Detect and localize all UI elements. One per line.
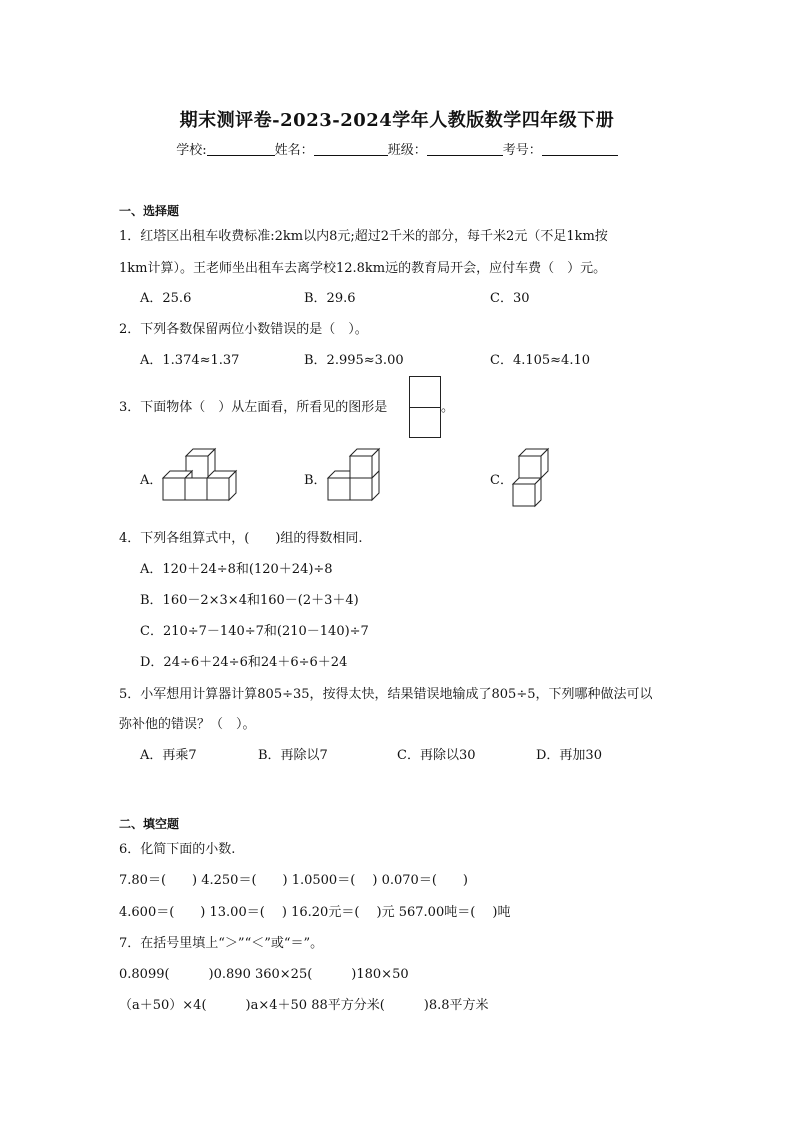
section-heading-fill: 二、填空题	[119, 817, 180, 831]
q4-option-a[interactable]: A．120＋24÷8和(120＋24)÷8	[140, 562, 333, 577]
student-info-line	[0, 139, 794, 158]
q3-option-c[interactable]: C．	[490, 473, 513, 488]
class-blank[interactable]	[427, 142, 503, 156]
q4-option-d[interactable]: D．24÷6＋24÷6和24＋6÷6＋24	[140, 655, 348, 670]
q6-text: 6．化简下面的小数.	[119, 842, 236, 857]
cubes-figure-b[interactable]	[328, 448, 388, 508]
q3-option-b[interactable]: B．	[304, 473, 327, 488]
left-view-figure	[409, 376, 441, 438]
q1-option-a[interactable]: A．25.6	[140, 291, 192, 306]
q1-line2: 1km计算）。王老师坐出租车去离学校12.8km远的教育局开会，应付车费（ ）元。	[119, 261, 607, 276]
name-label: 姓名：	[274, 143, 314, 158]
q7-line1[interactable]: 0.8099( )0.890 360×25( )180×50	[119, 967, 409, 982]
q5-option-d[interactable]: D．再加30	[536, 748, 602, 763]
q4-text: 4．下列各组算式中，( )组的得数相同.	[119, 531, 363, 546]
q7-text: 7．在括号里填上“＞”“＜”或“＝”。	[119, 936, 324, 951]
q5-option-c[interactable]: C．再除以30	[397, 748, 476, 763]
q1-option-c[interactable]: C．30	[490, 291, 530, 306]
q6-line1[interactable]: 7.80＝( ) 4.250＝( ) 1.0500＝( ) 0.070＝( )	[119, 873, 468, 888]
q2-option-b[interactable]: B．2.995≈3.00	[304, 353, 404, 368]
q1-option-b[interactable]: B．29.6	[304, 291, 356, 306]
q2-text: 2．下列各数保留两位小数错误的是（ ）。	[119, 322, 368, 337]
exam-no-label: 考号：	[502, 143, 542, 158]
q3-option-a[interactable]: A．	[140, 473, 163, 488]
school-blank[interactable]	[207, 142, 275, 156]
q2-option-a[interactable]: A．1.374≈1.37	[140, 353, 240, 368]
q7-line2[interactable]: （a＋50）×4( )a×4＋50 88平方分米( )8.8平方米	[119, 998, 489, 1013]
section-heading-choice: 一、选择题	[119, 204, 180, 218]
class-label: 班级：	[387, 143, 427, 158]
q4-option-b[interactable]: B．160－2×3×4和160－(2＋3＋4)	[140, 593, 359, 608]
q1-line1: 1．红塔区出租车收费标准:2km以内8元;超过2千米的部分，每千米2元（不足1km按	[119, 229, 608, 244]
exam-no-blank[interactable]	[542, 142, 618, 156]
name-blank[interactable]	[314, 142, 388, 156]
school-label: 学校:	[176, 143, 207, 158]
q5-option-b[interactable]: B．再除以7	[258, 748, 328, 763]
q3-text-end: 。	[441, 400, 455, 415]
q5-option-a[interactable]: A．再乘7	[140, 748, 197, 763]
q3-text: 3．下面物体（ ）从左面看，所看见的图形是	[119, 400, 388, 415]
cubes-figure-a[interactable]	[163, 448, 243, 508]
q4-option-c[interactable]: C．210÷7－140÷7和(210－140)÷7	[140, 624, 369, 639]
q5-line2: 弥补他的错误？（ ）。	[119, 717, 256, 732]
q5-line1: 5．小军想用计算器计算805÷35，按得太快，结果错误地输成了805÷5，下列哪种做法可以	[119, 687, 653, 702]
cubes-figure-c[interactable]	[513, 448, 563, 510]
q6-line2[interactable]: 4.600＝( ) 13.00＝( ) 16.20元＝( )元 567.00吨＝( )吨	[119, 905, 511, 920]
page-title: 期末测评卷-2023-2024学年人教版数学四年级下册	[179, 110, 615, 131]
q2-option-c[interactable]: C．4.105≈4.10	[490, 353, 591, 368]
